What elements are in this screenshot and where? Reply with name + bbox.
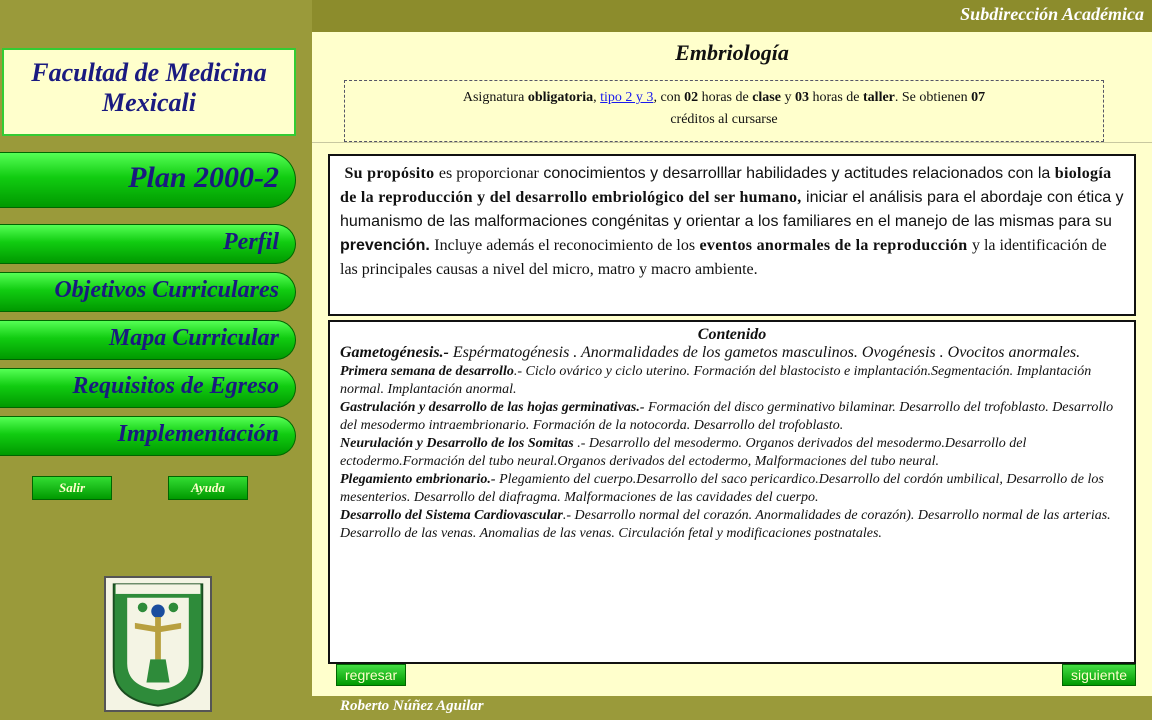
purpose-text: conocimientos y desarrolllar habilidades y actitudes relacionados con la [543, 165, 1051, 182]
info-taller-hours: 03 [794, 90, 809, 105]
nav-objetivos-label: Objetivos Curriculares [54, 277, 279, 303]
exit-button[interactable] [32, 476, 112, 500]
footer [312, 696, 1152, 720]
nav-requisitos-label: Requisitos de Egreso [72, 373, 279, 399]
purpose-biologia: biología de la reproducción y del desarrollo embriológico del ser humano, [340, 165, 1112, 206]
university-seal-logo [104, 576, 212, 712]
faculty-city: Mexicali [102, 88, 196, 117]
content-item-text: Plegamiento del cuerpo.Desarrollo del saco pericardico.Desarrollo del cordón umbilical, Desarrollo de los mesenterios. Desarrollo del diafragma. Malformaciones de las cavidades del cuerpo. [340, 472, 1104, 505]
info-text: créditos al cursarse [670, 112, 778, 127]
purpose-text: iniciar el análisis para el abordaje con ética y humanismo de las malformaciones congénitas y orientar a los familiares en el manejo de las mismas para su [340, 189, 1124, 230]
course-info-box [344, 80, 1104, 142]
content-item-title: Desarrollo del Sistema Cardiovascular [340, 508, 563, 523]
content-item-text: Formación del disco germinativo bilaminar. Desarrollo del trofoblasto. Desarrollo del mesodermo intraembrionario. Formación de la notocorda. Desarrollo del trofoblasto. [340, 400, 1114, 433]
info-text: , [593, 90, 597, 105]
content-item-title: Primera semana de desarrollo [340, 364, 514, 379]
nav-requisitos-button[interactable] [0, 368, 296, 408]
nav-plan-button[interactable] [0, 152, 296, 208]
content-item-text: .- Desarrollo normal del corazón. Anormalidades de corazón). Desarrollo normal de las arterias. Desarrollo de las venas. Anomalias de las venas. Circulación fetal y modificaciones postnatales. [340, 508, 1111, 541]
info-text: y [784, 90, 792, 105]
content-item-text: Espérmatogénesis . Anormalidades de los gametos masculinos. Ovogénesis . Ovocitos anormales. [448, 344, 1081, 361]
help-button[interactable] [168, 476, 248, 500]
purpose-text: Incluye además el reconocimiento de los [434, 237, 696, 254]
purpose-text: es proporcionar [438, 165, 539, 182]
purpose-text: y la identificación de las principales causas a nivel del micro, matro y macro ambiente. [340, 237, 1107, 278]
info-text: . Se obtienen [894, 90, 968, 105]
content-item-text: .- Ciclo ovárico y ciclo uterino. Formación del blastocisto e implantación.Segmentación. Implantación normal. Implantación anormal. [340, 364, 1092, 397]
purpose-label: Su propósito [344, 165, 435, 182]
page-title: Embriología [675, 40, 789, 65]
content-item-title: Gametogénesis.- [340, 344, 449, 361]
content-item [340, 363, 1124, 399]
info-clase: clase [752, 90, 781, 105]
info-text: horas de [701, 90, 749, 105]
next-button[interactable]: siguiente [1062, 664, 1136, 686]
back-button[interactable]: regresar [336, 664, 406, 686]
exit-label: Salir [58, 480, 85, 495]
content-item-title: Gastrulación y desarrollo de las hojas germinativas.- [340, 400, 645, 415]
nav-objetivos-button[interactable] [0, 272, 296, 312]
content-item [340, 435, 1124, 471]
info-obligatoria: obligatoria [527, 90, 594, 105]
divider [312, 142, 1152, 143]
sidebar [0, 32, 312, 720]
nav-implementacion-button[interactable] [0, 416, 296, 456]
info-text: , con [653, 90, 681, 105]
content-item-text: .- Desarrollo del mesodermo. Organos derivados del mesodermo.Desarrollo del ectodermo.Formación del tubo neural.Organos derivados del ectodermo, Malformaciones del tubo neural. [340, 436, 1027, 469]
info-text: horas de [812, 90, 860, 105]
header-title: Subdirección Académica [960, 4, 1144, 24]
help-label: Ayuda [191, 480, 225, 495]
content-item [340, 344, 1124, 363]
content-item [340, 471, 1124, 507]
main-content [312, 32, 1152, 696]
info-clase-hours: 02 [684, 90, 699, 105]
content-title: Contenido [697, 326, 767, 343]
tipo-link[interactable]: tipo 2 y 3 [600, 90, 654, 105]
content-item-title: Plegamiento embrionario.- [340, 472, 496, 487]
nav-implementacion-label: Implementación [117, 421, 279, 447]
content-item-title: Neurulación y Desarrollo de los Somitas [340, 436, 574, 451]
nav-perfil-button[interactable] [0, 224, 296, 264]
top-bar-left [0, 0, 312, 32]
faculty-title-box [2, 48, 296, 136]
purpose-box [328, 154, 1136, 316]
top-bar [312, 0, 1152, 32]
nav-mapa-button[interactable] [0, 320, 296, 360]
nav-mapa-label: Mapa Curricular [108, 325, 279, 351]
content-box [328, 320, 1136, 664]
nav-plan-label: Plan 2000-2 [128, 161, 279, 194]
info-credits: 07 [971, 90, 986, 105]
faculty-name: Facultad de Medicina [31, 58, 267, 87]
info-taller: taller [863, 90, 895, 105]
author-name: Roberto Núñez Aguilar [340, 698, 484, 714]
purpose-prevencion: prevención. [340, 237, 430, 254]
purpose-eventos: eventos anormales de la reproducción [699, 237, 968, 254]
content-item [340, 507, 1124, 543]
info-text: Asignatura [462, 90, 525, 105]
content-item [340, 399, 1124, 435]
nav-perfil-label: Perfil [223, 229, 279, 255]
